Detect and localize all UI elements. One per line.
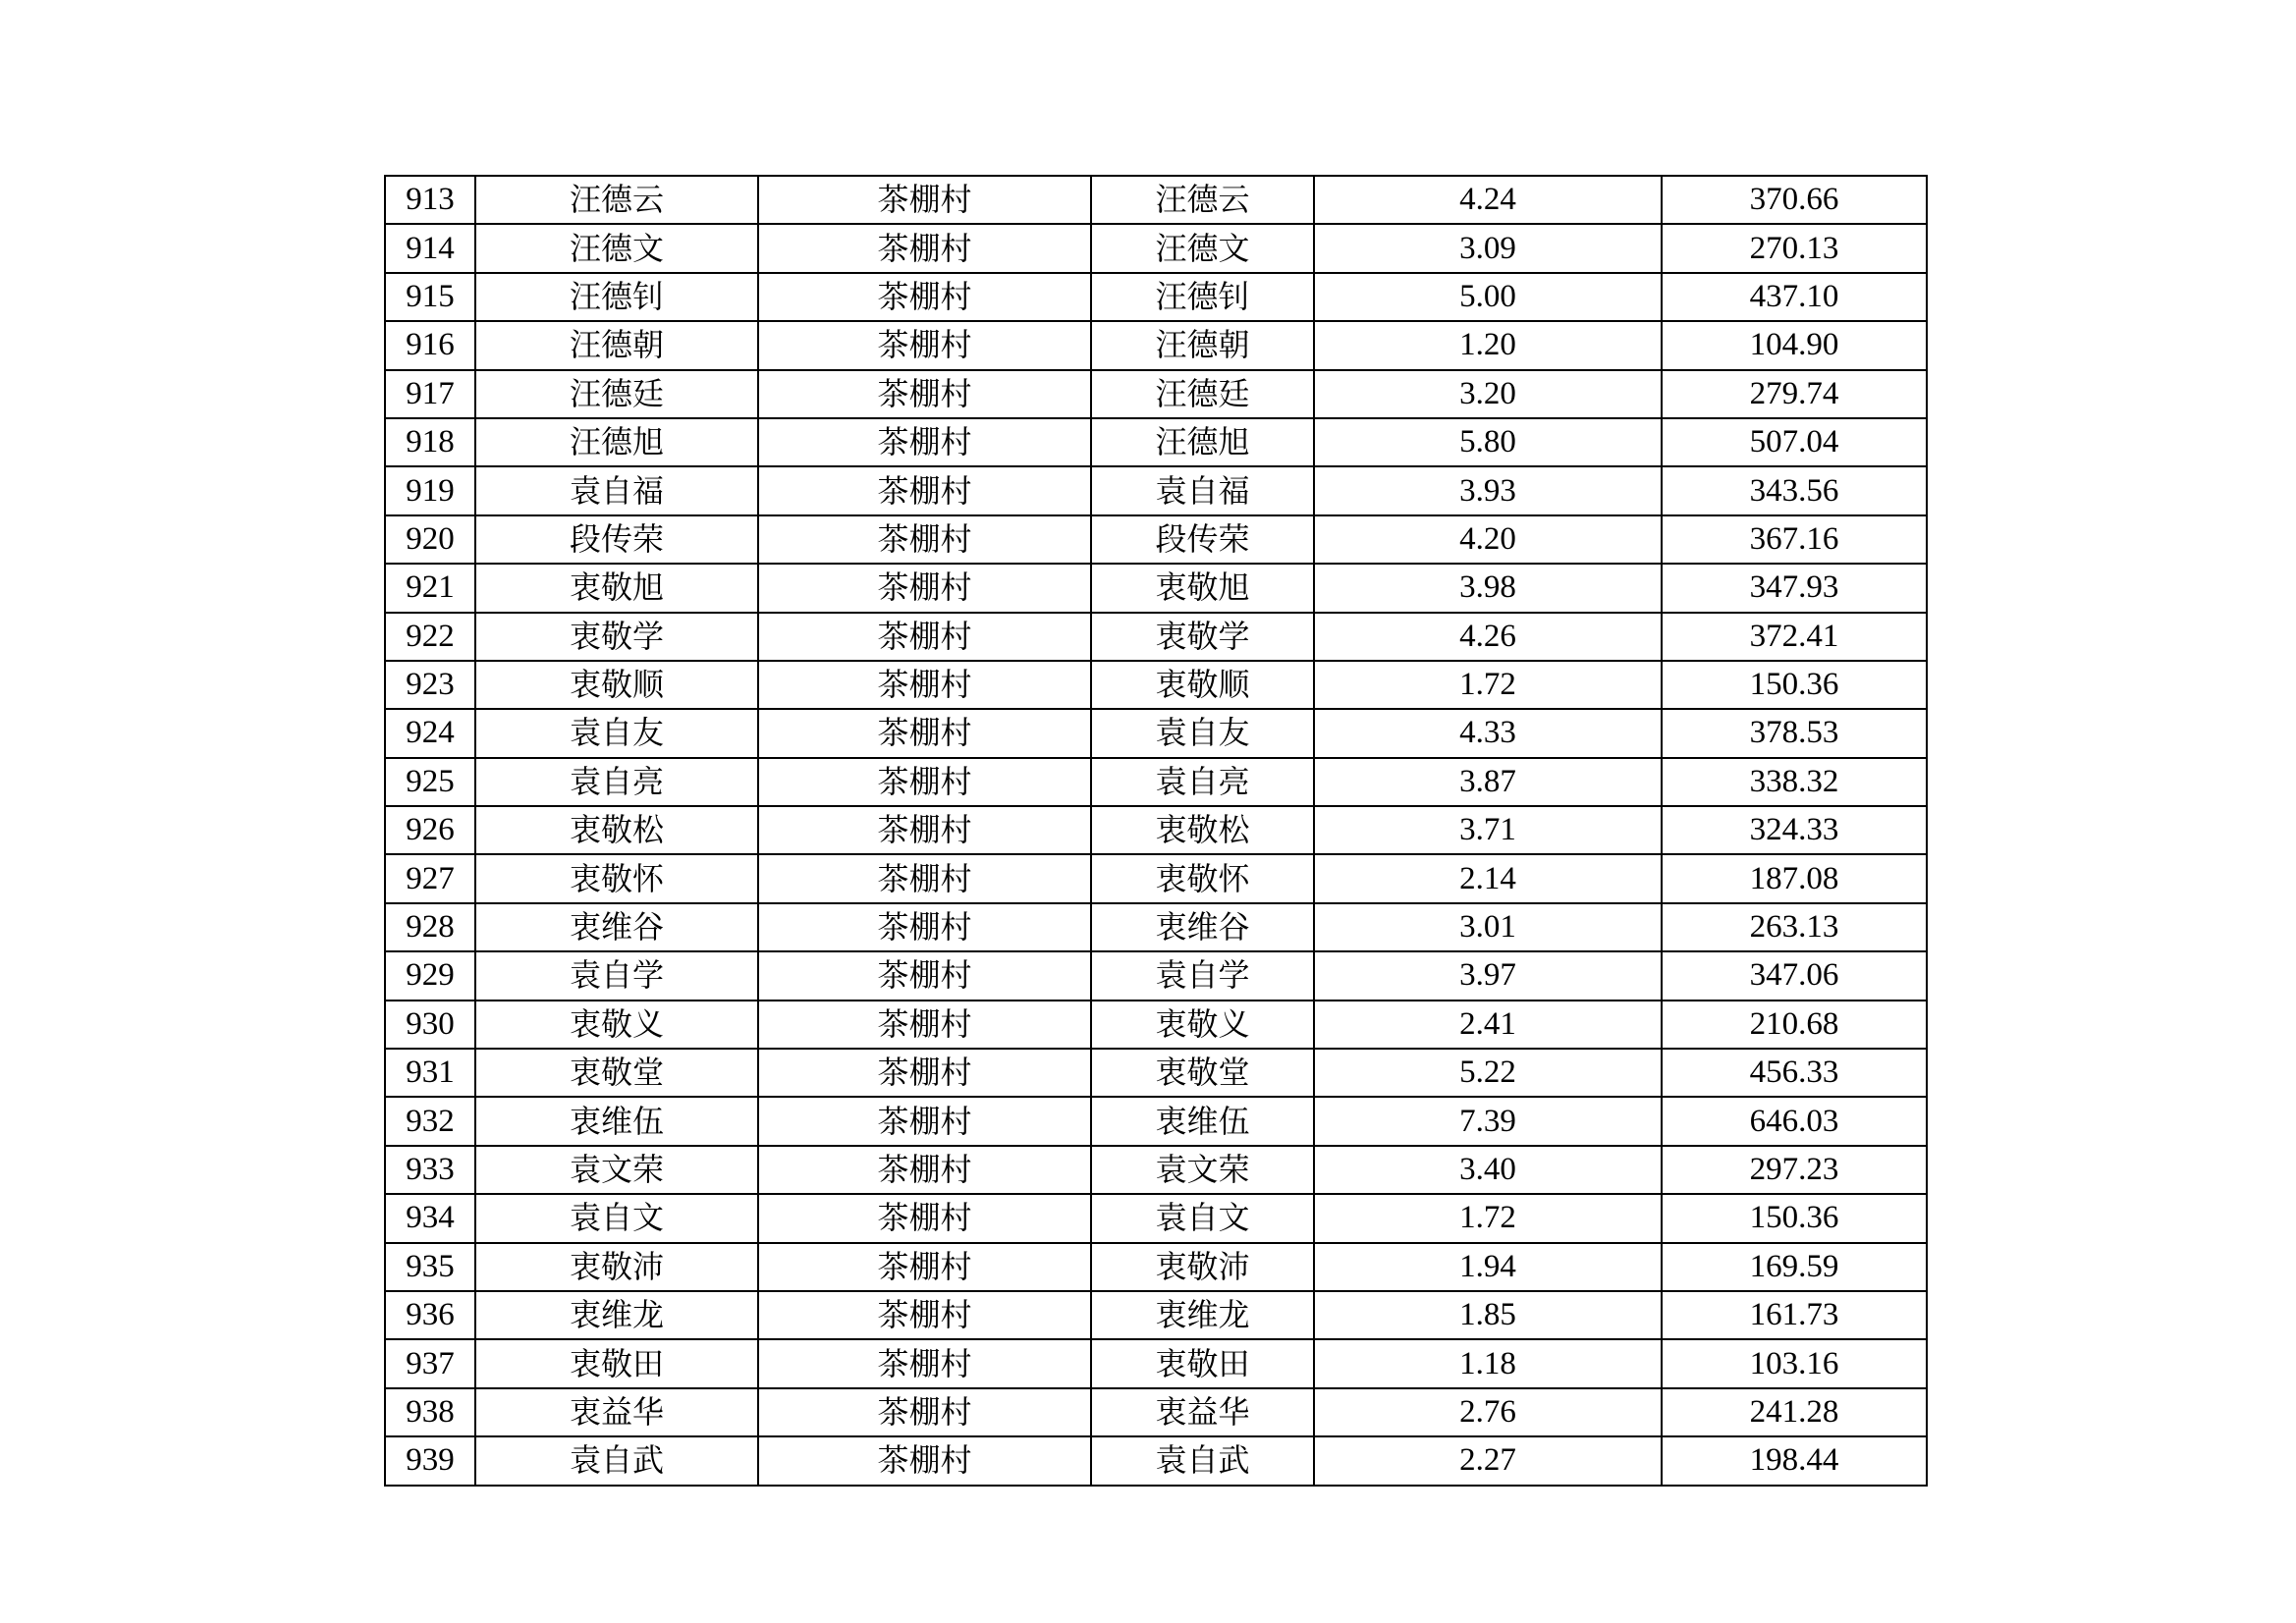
- village-cell: 茶棚村: [758, 1097, 1091, 1145]
- household-name-cell: 段传荣: [475, 515, 758, 564]
- village-cell: 茶棚村: [758, 224, 1091, 272]
- amount-cell: 338.32: [1662, 758, 1927, 806]
- household-name-cell: 汪德朝: [475, 321, 758, 369]
- table-row: [385, 1339, 1927, 1387]
- household-name-cell: 衷维伍: [475, 1097, 758, 1145]
- serial-number-cell: 931: [385, 1049, 475, 1097]
- amount-cell: 241.28: [1662, 1388, 1927, 1436]
- table-row: [385, 321, 1927, 369]
- table-row: [385, 1097, 1927, 1145]
- area-cell: 1.18: [1314, 1339, 1662, 1387]
- village-cell: 茶棚村: [758, 709, 1091, 757]
- table-row: [385, 224, 1927, 272]
- household-name-cell: 衷敬旭: [475, 564, 758, 612]
- household-name-cell: 衷维谷: [475, 903, 758, 951]
- payee-name-cell: 袁自学: [1091, 951, 1314, 1000]
- amount-cell: 150.36: [1662, 661, 1927, 709]
- payee-name-cell: 衷敬义: [1091, 1001, 1314, 1049]
- table-row: [385, 661, 1927, 709]
- village-cell: 茶棚村: [758, 854, 1091, 902]
- village-cell: 茶棚村: [758, 661, 1091, 709]
- amount-cell: 263.13: [1662, 903, 1927, 951]
- table-row: [385, 613, 1927, 661]
- payee-name-cell: 袁自武: [1091, 1436, 1314, 1485]
- village-cell: 茶棚村: [758, 1194, 1091, 1242]
- serial-number-cell: 932: [385, 1097, 475, 1145]
- table-row: [385, 1436, 1927, 1485]
- serial-number-cell: 937: [385, 1339, 475, 1387]
- payee-name-cell: 衷维龙: [1091, 1291, 1314, 1339]
- village-cell: 茶棚村: [758, 1243, 1091, 1291]
- serial-number-cell: 939: [385, 1436, 475, 1485]
- household-name-cell: 汪德文: [475, 224, 758, 272]
- household-name-cell: 衷敬松: [475, 806, 758, 854]
- village-cell: 茶棚村: [758, 1436, 1091, 1485]
- serial-number-cell: 920: [385, 515, 475, 564]
- table-row: [385, 1243, 1927, 1291]
- amount-cell: 347.06: [1662, 951, 1927, 1000]
- table-row: [385, 1291, 1927, 1339]
- village-cell: 茶棚村: [758, 1001, 1091, 1049]
- serial-number-cell: 913: [385, 176, 475, 224]
- payee-name-cell: 衷益华: [1091, 1388, 1314, 1436]
- amount-cell: 104.90: [1662, 321, 1927, 369]
- village-cell: 茶棚村: [758, 1146, 1091, 1194]
- serial-number-cell: 929: [385, 951, 475, 1000]
- table-row: [385, 951, 1927, 1000]
- amount-cell: 103.16: [1662, 1339, 1927, 1387]
- payee-name-cell: 汪德云: [1091, 176, 1314, 224]
- serial-number-cell: 919: [385, 466, 475, 514]
- table-row: [385, 1146, 1927, 1194]
- household-name-cell: 袁自亮: [475, 758, 758, 806]
- amount-cell: 372.41: [1662, 613, 1927, 661]
- area-cell: 5.00: [1314, 273, 1662, 321]
- village-cell: 茶棚村: [758, 758, 1091, 806]
- serial-number-cell: 915: [385, 273, 475, 321]
- payee-name-cell: 衷维伍: [1091, 1097, 1314, 1145]
- area-cell: 3.09: [1314, 224, 1662, 272]
- area-cell: 2.14: [1314, 854, 1662, 902]
- amount-cell: 367.16: [1662, 515, 1927, 564]
- amount-cell: 169.59: [1662, 1243, 1927, 1291]
- area-cell: 7.39: [1314, 1097, 1662, 1145]
- payee-name-cell: 汪德廷: [1091, 370, 1314, 418]
- payee-name-cell: 衷敬旭: [1091, 564, 1314, 612]
- household-name-cell: 衷益华: [475, 1388, 758, 1436]
- area-cell: 3.93: [1314, 466, 1662, 514]
- household-name-cell: 衷敬田: [475, 1339, 758, 1387]
- amount-cell: 378.53: [1662, 709, 1927, 757]
- payee-name-cell: 衷敬学: [1091, 613, 1314, 661]
- household-name-cell: 衷敬义: [475, 1001, 758, 1049]
- payee-name-cell: 袁自文: [1091, 1194, 1314, 1242]
- amount-cell: 646.03: [1662, 1097, 1927, 1145]
- amount-cell: 324.33: [1662, 806, 1927, 854]
- table-row: [385, 564, 1927, 612]
- amount-cell: 347.93: [1662, 564, 1927, 612]
- household-name-cell: 衷敬沛: [475, 1243, 758, 1291]
- payee-name-cell: 衷敬松: [1091, 806, 1314, 854]
- roster-table-body: [385, 176, 1927, 1486]
- area-cell: 4.26: [1314, 613, 1662, 661]
- payee-name-cell: 袁自福: [1091, 466, 1314, 514]
- area-cell: 3.98: [1314, 564, 1662, 612]
- table-row: [385, 1388, 1927, 1436]
- table-row: [385, 515, 1927, 564]
- payee-name-cell: 汪德文: [1091, 224, 1314, 272]
- area-cell: 2.41: [1314, 1001, 1662, 1049]
- payee-name-cell: 衷敬田: [1091, 1339, 1314, 1387]
- area-cell: 4.24: [1314, 176, 1662, 224]
- household-name-cell: 衷敬堂: [475, 1049, 758, 1097]
- area-cell: 1.72: [1314, 1194, 1662, 1242]
- amount-cell: 343.56: [1662, 466, 1927, 514]
- amount-cell: 437.10: [1662, 273, 1927, 321]
- area-cell: 5.22: [1314, 1049, 1662, 1097]
- area-cell: 2.27: [1314, 1436, 1662, 1485]
- household-name-cell: 衷敬怀: [475, 854, 758, 902]
- area-cell: 5.80: [1314, 418, 1662, 466]
- area-cell: 2.76: [1314, 1388, 1662, 1436]
- amount-cell: 187.08: [1662, 854, 1927, 902]
- serial-number-cell: 922: [385, 613, 475, 661]
- amount-cell: 507.04: [1662, 418, 1927, 466]
- amount-cell: 297.23: [1662, 1146, 1927, 1194]
- table-row: [385, 1049, 1927, 1097]
- amount-cell: 270.13: [1662, 224, 1927, 272]
- area-cell: 1.72: [1314, 661, 1662, 709]
- area-cell: 3.87: [1314, 758, 1662, 806]
- amount-cell: 279.74: [1662, 370, 1927, 418]
- payee-name-cell: 袁自友: [1091, 709, 1314, 757]
- payee-name-cell: 段传荣: [1091, 515, 1314, 564]
- table-row: [385, 1194, 1927, 1242]
- area-cell: 3.01: [1314, 903, 1662, 951]
- area-cell: 3.40: [1314, 1146, 1662, 1194]
- serial-number-cell: 918: [385, 418, 475, 466]
- household-name-cell: 汪德旭: [475, 418, 758, 466]
- payee-name-cell: 汪德朝: [1091, 321, 1314, 369]
- household-name-cell: 袁自友: [475, 709, 758, 757]
- table-row: [385, 806, 1927, 854]
- payee-name-cell: 衷维谷: [1091, 903, 1314, 951]
- household-name-cell: 袁自福: [475, 466, 758, 514]
- village-cell: 茶棚村: [758, 418, 1091, 466]
- village-cell: 茶棚村: [758, 321, 1091, 369]
- area-cell: 3.20: [1314, 370, 1662, 418]
- village-cell: 茶棚村: [758, 1049, 1091, 1097]
- household-name-cell: 衷维龙: [475, 1291, 758, 1339]
- payee-name-cell: 汪德钊: [1091, 273, 1314, 321]
- amount-cell: 198.44: [1662, 1436, 1927, 1485]
- household-name-cell: 袁自文: [475, 1194, 758, 1242]
- payee-name-cell: 衷敬怀: [1091, 854, 1314, 902]
- serial-number-cell: 923: [385, 661, 475, 709]
- village-cell: 茶棚村: [758, 1388, 1091, 1436]
- table-row: [385, 370, 1927, 418]
- payee-name-cell: 汪德旭: [1091, 418, 1314, 466]
- serial-number-cell: 928: [385, 903, 475, 951]
- serial-number-cell: 933: [385, 1146, 475, 1194]
- serial-number-cell: 914: [385, 224, 475, 272]
- table-row: [385, 418, 1927, 466]
- serial-number-cell: 916: [385, 321, 475, 369]
- village-cell: 茶棚村: [758, 370, 1091, 418]
- amount-cell: 370.66: [1662, 176, 1927, 224]
- serial-number-cell: 930: [385, 1001, 475, 1049]
- village-cell: 茶棚村: [758, 1291, 1091, 1339]
- serial-number-cell: 926: [385, 806, 475, 854]
- table-row: [385, 903, 1927, 951]
- village-cell: 茶棚村: [758, 176, 1091, 224]
- area-cell: 3.97: [1314, 951, 1662, 1000]
- table-row: [385, 854, 1927, 902]
- payee-name-cell: 衷敬顺: [1091, 661, 1314, 709]
- amount-cell: 150.36: [1662, 1194, 1927, 1242]
- household-name-cell: 袁自武: [475, 1436, 758, 1485]
- table-row: [385, 709, 1927, 757]
- household-name-cell: 汪德钊: [475, 273, 758, 321]
- amount-cell: 210.68: [1662, 1001, 1927, 1049]
- village-cell: 茶棚村: [758, 466, 1091, 514]
- village-cell: 茶棚村: [758, 273, 1091, 321]
- village-cell: 茶棚村: [758, 806, 1091, 854]
- payee-name-cell: 衷敬堂: [1091, 1049, 1314, 1097]
- amount-cell: 456.33: [1662, 1049, 1927, 1097]
- area-cell: 4.20: [1314, 515, 1662, 564]
- serial-number-cell: 924: [385, 709, 475, 757]
- serial-number-cell: 927: [385, 854, 475, 902]
- table-row: [385, 273, 1927, 321]
- payee-name-cell: 袁文荣: [1091, 1146, 1314, 1194]
- area-cell: 3.71: [1314, 806, 1662, 854]
- area-cell: 1.94: [1314, 1243, 1662, 1291]
- village-cell: 茶棚村: [758, 951, 1091, 1000]
- table-row: [385, 466, 1927, 514]
- serial-number-cell: 936: [385, 1291, 475, 1339]
- area-cell: 1.85: [1314, 1291, 1662, 1339]
- serial-number-cell: 938: [385, 1388, 475, 1436]
- payee-name-cell: 袁自亮: [1091, 758, 1314, 806]
- village-cell: 茶棚村: [758, 515, 1091, 564]
- village-cell: 茶棚村: [758, 564, 1091, 612]
- household-name-cell: 衷敬学: [475, 613, 758, 661]
- household-name-cell: 汪德廷: [475, 370, 758, 418]
- village-cell: 茶棚村: [758, 903, 1091, 951]
- roster-table: [384, 175, 1928, 1487]
- table-row: [385, 758, 1927, 806]
- household-name-cell: 衷敬顺: [475, 661, 758, 709]
- area-cell: 4.33: [1314, 709, 1662, 757]
- village-cell: 茶棚村: [758, 1339, 1091, 1387]
- household-name-cell: 袁文荣: [475, 1146, 758, 1194]
- area-cell: 1.20: [1314, 321, 1662, 369]
- payee-name-cell: 衷敬沛: [1091, 1243, 1314, 1291]
- household-name-cell: 汪德云: [475, 176, 758, 224]
- serial-number-cell: 934: [385, 1194, 475, 1242]
- village-cell: 茶棚村: [758, 613, 1091, 661]
- serial-number-cell: 925: [385, 758, 475, 806]
- table-row: [385, 1001, 1927, 1049]
- amount-cell: 161.73: [1662, 1291, 1927, 1339]
- table-row: [385, 176, 1927, 224]
- serial-number-cell: 935: [385, 1243, 475, 1291]
- household-name-cell: 袁自学: [475, 951, 758, 1000]
- serial-number-cell: 921: [385, 564, 475, 612]
- serial-number-cell: 917: [385, 370, 475, 418]
